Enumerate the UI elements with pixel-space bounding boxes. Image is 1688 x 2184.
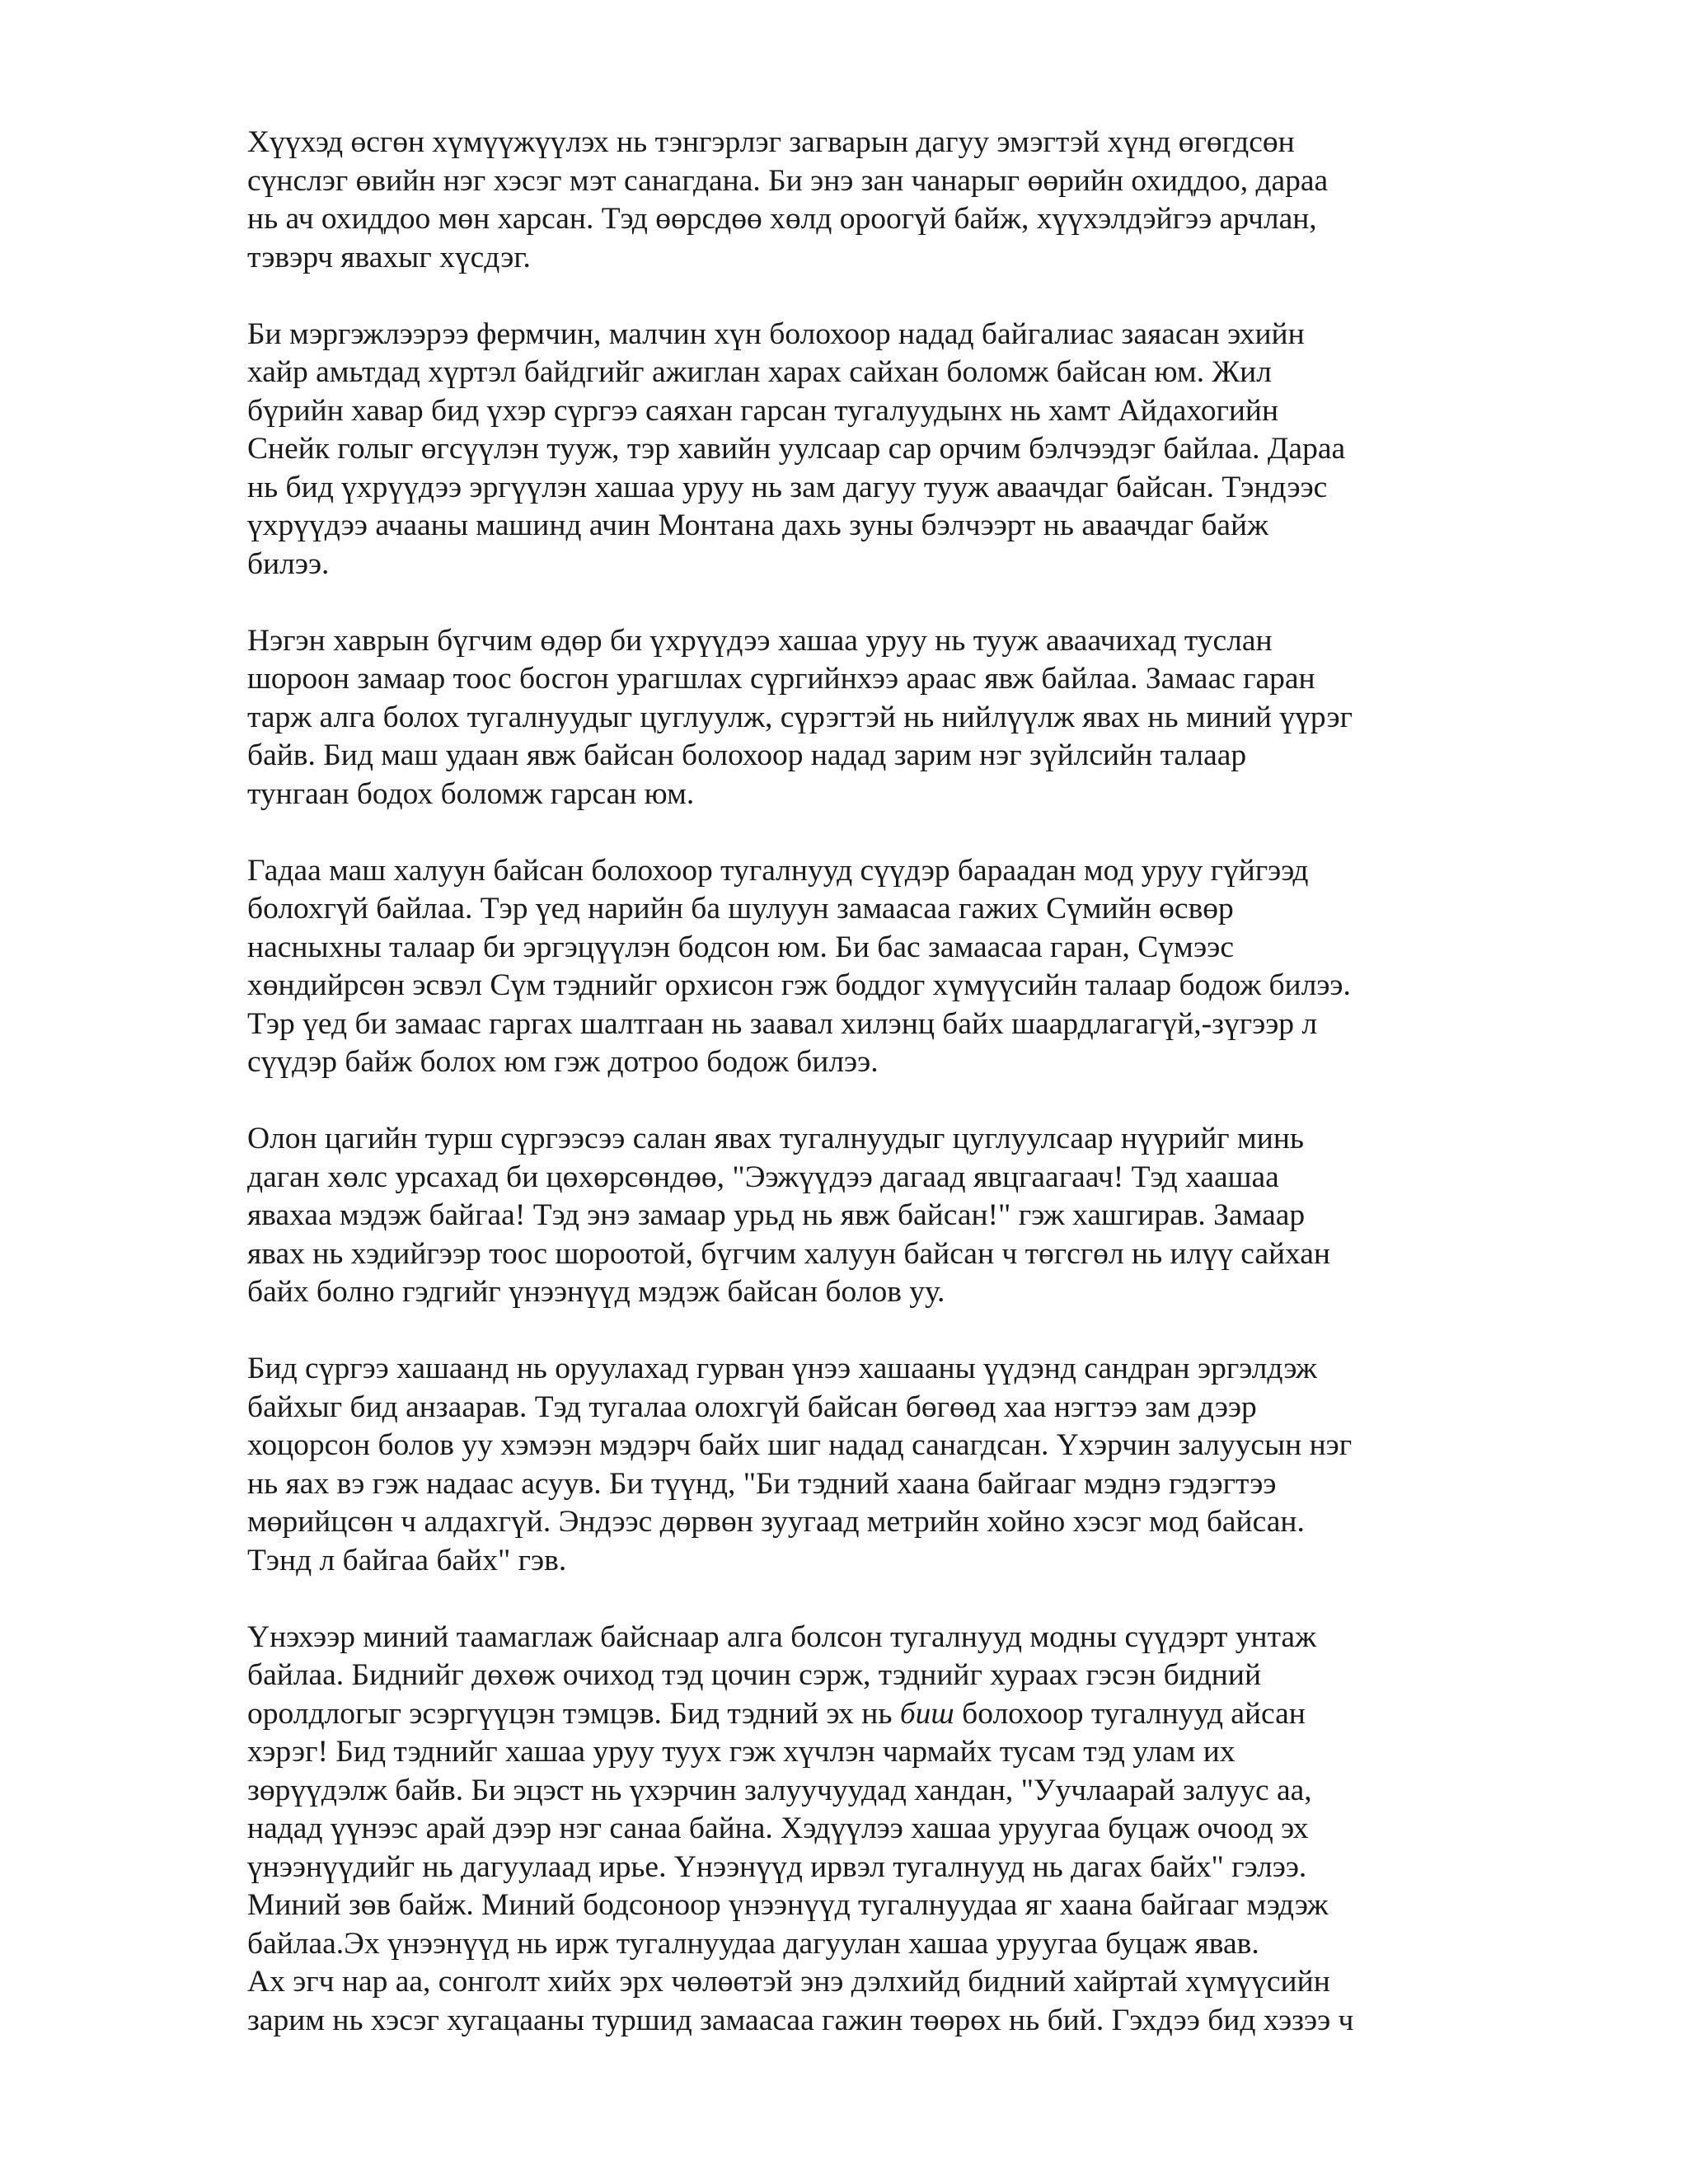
emphasis-word: биш [899, 1696, 954, 1731]
paragraph-2 [247, 316, 1459, 584]
text-line: Ах эгч нар аа, сонголт хийх эрх чөлөөтэй энэ дэлхийд бидний хайртай хүмүүсийн [247, 1965, 1330, 1999]
paragraph-6 [247, 1350, 1459, 1580]
text-segment: оролдлогыг эсэргүүцэн тэмцэв. Бид тэдний эх нь [247, 1696, 900, 1731]
text-line: надад үүнээс арай дээр нэг санаа байна. Хэдүүлээ хашаа уруугаа буцаж очоод эх [247, 1811, 1309, 1845]
paragraph-1 [247, 124, 1459, 277]
text-line: насныхны талаар би эргэцүүлэн бодсон юм. Би бас замаасаа гаран, Сүмээс [247, 930, 1235, 964]
text-line: үхрүүдээ ачааны машинд ачин Монтана дахь зуны бэлчээрт нь аваачдаг байж [247, 509, 1269, 542]
text-line: нь бид үхрүүдээ эргүүлэн хашаа уруу нь зам дагуу тууж аваачдаг байсан. Тэндээс [247, 470, 1328, 504]
document-page [247, 124, 1459, 2040]
paragraph-7 [247, 1619, 1459, 2041]
text-line: Олон цагийн турш сүргээсээ салан явах тугалнуудыг цуглуулсаар нүүрийг минь [247, 1122, 1305, 1155]
text-line: байхыг бид анзаарав. Тэд тугалаа олохгүй байсан бөгөөд хаа нэгтээ зам дээр [247, 1390, 1257, 1424]
text-line: байв. Бид маш удаан явж байсан болохоор надад зарим нэг зүйлсийн талаар [247, 738, 1247, 772]
text-line: болохгүй байлаа. Тэр үед нарийн ба шулуун замаасаа гажих Сүмийн өсвөр [247, 892, 1234, 926]
text-line: тэвэрч явахыг хүсдэг. [247, 240, 531, 274]
text-line: Тэр үед би замаас гаргах шалтгаан нь заавал хилэнц байх шаардлагагүй,-зүгээр л [247, 1006, 1318, 1041]
text-line: Тэнд л байгаа байх" гэв. [247, 1543, 567, 1577]
text-line: зарим нь хэсэг хугацааны туршид замаасаа гажин төөрөх нь бий. Гэхдээ бид хэзээ ч [247, 2003, 1354, 2037]
text-line: нь яах вэ гэж надаас асуув. Би түүнд, "Би тэдний хаана байгааг мэднэ гэдэгтээ [247, 1466, 1277, 1501]
text-line-with-emphasis [247, 1695, 1459, 1734]
text-line: нь ач охиддоо мөн харсан. Тэд өөрсдөө хөлд ороогүй байж, хүүхэлдэйгээ арчлан, [247, 202, 1317, 236]
text-line: хайр амьтдад хүртэл байдгийг ажиглан харах сайхан боломж байсан юм. Жил [247, 355, 1272, 389]
text-line: тарж алга болох тугалнуудыг цуглуулж, сүрэгтэй нь нийлүүлж явах нь миний үүрэг [247, 700, 1353, 734]
paragraph-4 [247, 852, 1459, 1082]
text-line: билээ. [247, 546, 330, 581]
text-line: Үнэхээр миний таамаглаж байснаар алга болсон тугалнууд модны сүүдэрт унтаж [247, 1619, 1316, 1654]
text-line: явахаа мэдэж байгаа! Тэд энэ замаар урьд нь явж байсан!" гэж хашгирав. Замаар [247, 1198, 1306, 1232]
text-line: Би мэргэжлээрээ фермчин, малчин хүн болохоор надад байгалиас заяасан эхийн [247, 316, 1305, 351]
text-line: сүүдэр байж болох юм гэж дотроо бодож билээ. [247, 1045, 879, 1079]
text-line: байлаа. Биднийг дөхөж очиход тэд цочин сэрж, тэднийг хураах гэсэн бидний [247, 1658, 1262, 1692]
text-line: үнээнүүдийг нь дагуулаад ирье. Үнээнүүд ирвэл тугалнууд нь дагах байх" гэлээ. [247, 1849, 1307, 1884]
text-line: Миний зөв байж. Миний бодсоноор үнээнүүд тугалнуудаа яг хаана байгааг мэдэж [247, 1888, 1329, 1922]
text-line: Хүүхэд өсгөн хүмүүжүүлэх нь тэнгэрлэг загварын дагуу эмэгтэй хүнд өгөгдсөн [247, 125, 1295, 159]
text-line: Нэгэн хаврын бүгчим өдөр би үхрүүдээ хашаа уруу нь тууж аваачихад туслан [247, 623, 1273, 658]
paragraph-5 [247, 1120, 1459, 1312]
text-line: байх болно гэдгийг үнээнүүд мэдэж байсан болов уу. [247, 1275, 945, 1309]
text-line: бүрийн хавар бид үхэр сүргээ саяхан гарсан тугалуудынх нь хамт Айдахогийн [247, 393, 1279, 428]
text-line: хэрэг! Бид тэднийг хашаа уруу туух гэж хүчлэн чармайх тусам тэд улам их [247, 1735, 1236, 1769]
text-line: хоцорсон болов уу хэмээн мэдэрч байх шиг надад санагдсан. Үхэрчин залуусын нэг [247, 1428, 1353, 1462]
text-line: Снейк голыг өгсүүлэн тууж, тэр хавийн уулсаар сар орчим бэлчээдэг байлаа. Дараа [247, 432, 1346, 466]
text-line: тунгаан бодох боломж гарсан юм. [247, 776, 695, 811]
text-line: мөрийцсөн ч алдахгүй. Эндээс дөрвөн зуугаад метрийн хойно хэсэг мод байсан. [247, 1505, 1305, 1539]
text-line: явах нь хэдийгээр тоос шороотой, бүгчим халуун байсан ч төгсгөл нь илүү сайхан [247, 1236, 1331, 1271]
text-line: Бид сүргээ хашаанд нь оруулахад гурван үнээ хашааны үүдэнд сандран эргэлдэж [247, 1352, 1317, 1385]
paragraph-3 [247, 622, 1459, 814]
text-line: байлаа.Эх үнээнүүд нь ирж тугалнуудаа дагуулан хашаа уруугаа буцаж явав. [247, 1926, 1259, 1961]
text-segment: болохоор тугалнууд айсан [954, 1696, 1306, 1731]
text-line: сүнслэг өвийн нэг хэсэг мэт санагдана. Би энэ зан чанарыг өөрийн охиддоо, дараа [247, 163, 1329, 198]
text-line: хөндийрсөн эсвэл Сүм тэднийг орхисон гэж боддог хүмүүсийн талаар бодож билээ. [247, 968, 1351, 1002]
text-line: даган хөлс урсахад би цөхөрсөндөө, "Ээжүүдээ дагаад явцгаагаач! Тэд хаашаа [247, 1160, 1279, 1194]
text-line: зөрүүдэлж байв. Би эцэст нь үхэрчин залуучуудад хандан, "Уучлаарай залуус аа, [247, 1773, 1312, 1807]
text-line: шороон замаар тоос босгон урагшлах сүргийнхээ араас явж байлаа. Замаас гаран [247, 662, 1315, 696]
text-line: Гадаа маш халуун байсан болохоор тугалнууд сүүдэр бараадан мод уруу гүйгээд [247, 853, 1309, 888]
